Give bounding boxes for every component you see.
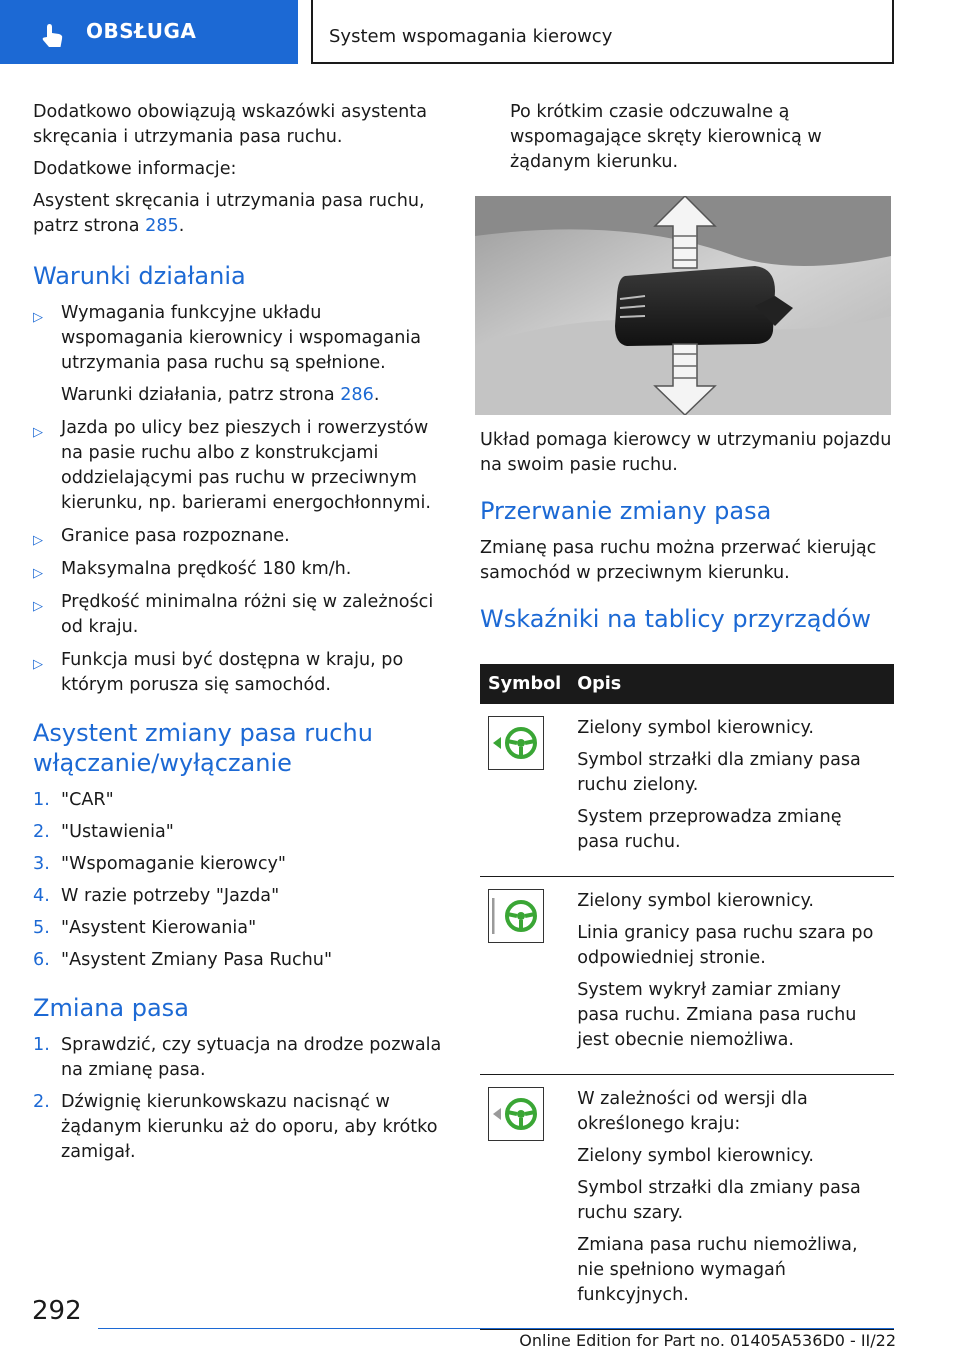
condition-item [33, 648, 447, 698]
step-text: "Wspomaganie kierowcy" [61, 854, 286, 874]
hand-pointer-icon [38, 21, 68, 51]
condition-item [33, 524, 447, 549]
description-cell [569, 877, 894, 1075]
condition-text: Granice pasa rozpoznane. [61, 526, 290, 546]
description-line: Zielony symbol kierownicy. [577, 891, 814, 911]
bullet-triangle-icon: ▷ [33, 310, 43, 325]
table-row [480, 1075, 894, 1330]
table-row [480, 877, 894, 1075]
heading-przerwanie: Przerwanie zmiany pasa [480, 497, 772, 525]
description-line: Zielony symbol kierownicy. [577, 718, 814, 738]
page-link-285[interactable]: 285 [145, 216, 179, 236]
heading-asystent: Asystent zmiany pasa ruchu włączanie/wyłączanie [33, 719, 373, 777]
step-text: "Asystent Zmiany Pasa Ruchu" [61, 950, 333, 970]
step-text: "Ustawienia" [61, 822, 174, 842]
menu-step [33, 852, 447, 877]
intro-paragraph-3: Asystent skręcania i utrzymania pasa ruchu, patrz strona 285. [33, 191, 425, 236]
step-text: W razie potrzeby "Jazda" [61, 886, 280, 906]
section-tab-label: OBSŁUGA [86, 19, 197, 43]
bullet-triangle-icon: ▷ [33, 657, 43, 672]
heading-warunki: Warunki działania [33, 262, 246, 290]
description-cell [569, 1075, 894, 1330]
step-number: 1. [33, 790, 50, 810]
continued-paragraph: Po krótkim czasie odczuwalne ą wspomagające skręty kierownicą w żądanym kierunku. [510, 102, 822, 172]
symbol-cell [480, 704, 569, 877]
intro-paragraph-2: Dodatkowe informacje: [33, 159, 237, 179]
description-line: Symbol strzałki dla zmiany pasa ruchu szary. [577, 1178, 861, 1223]
step-number: 1. [33, 1035, 50, 1055]
condition-item [33, 557, 447, 582]
step-text: "Asystent Kierowania" [61, 918, 257, 938]
bullet-triangle-icon: ▷ [33, 425, 43, 440]
symbol-cell [480, 1075, 569, 1330]
description-line: Symbol strzałki dla zmiany pasa ruchu zielony. [577, 750, 861, 795]
condition-text: Prędkość minimalna różni się w zależności od kraju. [61, 592, 434, 637]
description-line: System wykrył zamiar zmiany pasa ruchu. Zmiana pasa ruchu jest obecnie niemożliwa. [577, 980, 857, 1050]
bullet-triangle-icon: ▷ [33, 533, 43, 548]
description-line: Zielony symbol kierownicy. [577, 1146, 814, 1166]
steering-wheel-arrow-grey-icon [488, 1087, 544, 1141]
menu-step [33, 916, 447, 941]
condition-text: Funkcja musi być dostępna w kraju, po którym porusza się samochód. [61, 650, 404, 695]
chapter-header [311, 0, 894, 64]
step-number: 4. [33, 886, 50, 906]
indicator-table [480, 664, 894, 1330]
table-row [480, 704, 894, 877]
conditions-list [33, 301, 447, 698]
step-number: 3. [33, 854, 50, 874]
step-number: 2. [33, 822, 50, 842]
steering-wheel-arrow-green-icon [488, 716, 544, 770]
step-text: Dźwignię kierunkowskazu nacisnąć w żądanym kierunku aż do oporu, aby krótko zamigał. [61, 1092, 438, 1162]
table-header-row [480, 664, 894, 704]
step-number: 6. [33, 950, 50, 970]
lane-change-step [33, 1090, 447, 1165]
page-link-286[interactable]: 286 [340, 385, 374, 405]
lane-change-steps [33, 1033, 447, 1165]
menu-step [33, 948, 447, 973]
step-text: Sprawdzić, czy sytuacja na drodze pozwala na zmianę pasa. [61, 1035, 442, 1080]
section-tab [0, 0, 298, 64]
intro-paragraph: Dodatkowo obowiązują wskazówki asystenta skręcania i utrzymania pasa ruchu. [33, 102, 427, 147]
photo-caption: Układ pomaga kierowcy w utrzymaniu pojazdu na swoim pasie ruchu. [480, 430, 892, 475]
menu-step [33, 788, 447, 813]
symbol-cell [480, 877, 569, 1075]
col-symbol: Symbol [480, 664, 569, 704]
condition-text: Wymagania funkcyjne układu wspomagania kierownicy i wspomagania utrzymania pasa ruchu są spełnione. [61, 303, 422, 373]
left-column [33, 100, 447, 1172]
bullet-triangle-icon: ▷ [33, 599, 43, 614]
steering-wheel-lane-grey-icon [488, 889, 544, 943]
lane-change-step [33, 1033, 447, 1083]
steps-list [33, 788, 447, 973]
turn-signal-lever-photo [475, 196, 891, 415]
przerwanie-paragraph: Zmianę pasa ruchu można przerwać kierując samochód w przeciwnym kierunku. [480, 538, 877, 583]
page-number: 292 [32, 1296, 82, 1326]
right-column [480, 428, 894, 644]
heading-zmiana: Zmiana pasa [33, 994, 189, 1022]
description-line: Linia granicy pasa ruchu szara po odpowiedniej stronie. [577, 923, 874, 968]
footer-rule [98, 1328, 894, 1329]
condition-item [33, 416, 447, 516]
description-line: W zależności od wersji dla określonego kraju: [577, 1089, 808, 1134]
edition-note: Online Edition for Part no. 01405A536D0 - II/22 [519, 1331, 896, 1350]
condition-subnote: Warunki działania, patrz strona 286. [61, 385, 380, 405]
chapter-title: System wspomagania kierowcy [329, 26, 613, 47]
step-text: "CAR" [61, 790, 114, 810]
menu-step [33, 820, 447, 845]
menu-step [33, 884, 447, 909]
heading-wskazniki: Wskaźniki na tablicy przyrządów [480, 605, 871, 633]
description-line: Zmiana pasa ruchu niemożliwa, nie spełniono wymagań funkcyjnych. [577, 1235, 858, 1305]
step-number: 2. [33, 1092, 50, 1112]
condition-item [33, 590, 447, 640]
step-number: 5. [33, 918, 50, 938]
col-opis: Opis [569, 664, 894, 704]
description-line: System przeprowadza zmianę pasa ruchu. [577, 807, 842, 852]
condition-item [33, 301, 447, 408]
condition-text: Maksymalna prędkość 180 km/h. [61, 559, 352, 579]
bullet-triangle-icon: ▷ [33, 566, 43, 581]
right-column-top [510, 100, 890, 182]
description-cell [569, 704, 894, 877]
condition-text: Jazda po ulicy bez pieszych i rowerzystów na pasie ruchu albo z konstrukcjami oddzielającymi pas ruchu w przeciwnym kierunku, np. barierami energochłonnymi. [61, 418, 432, 513]
